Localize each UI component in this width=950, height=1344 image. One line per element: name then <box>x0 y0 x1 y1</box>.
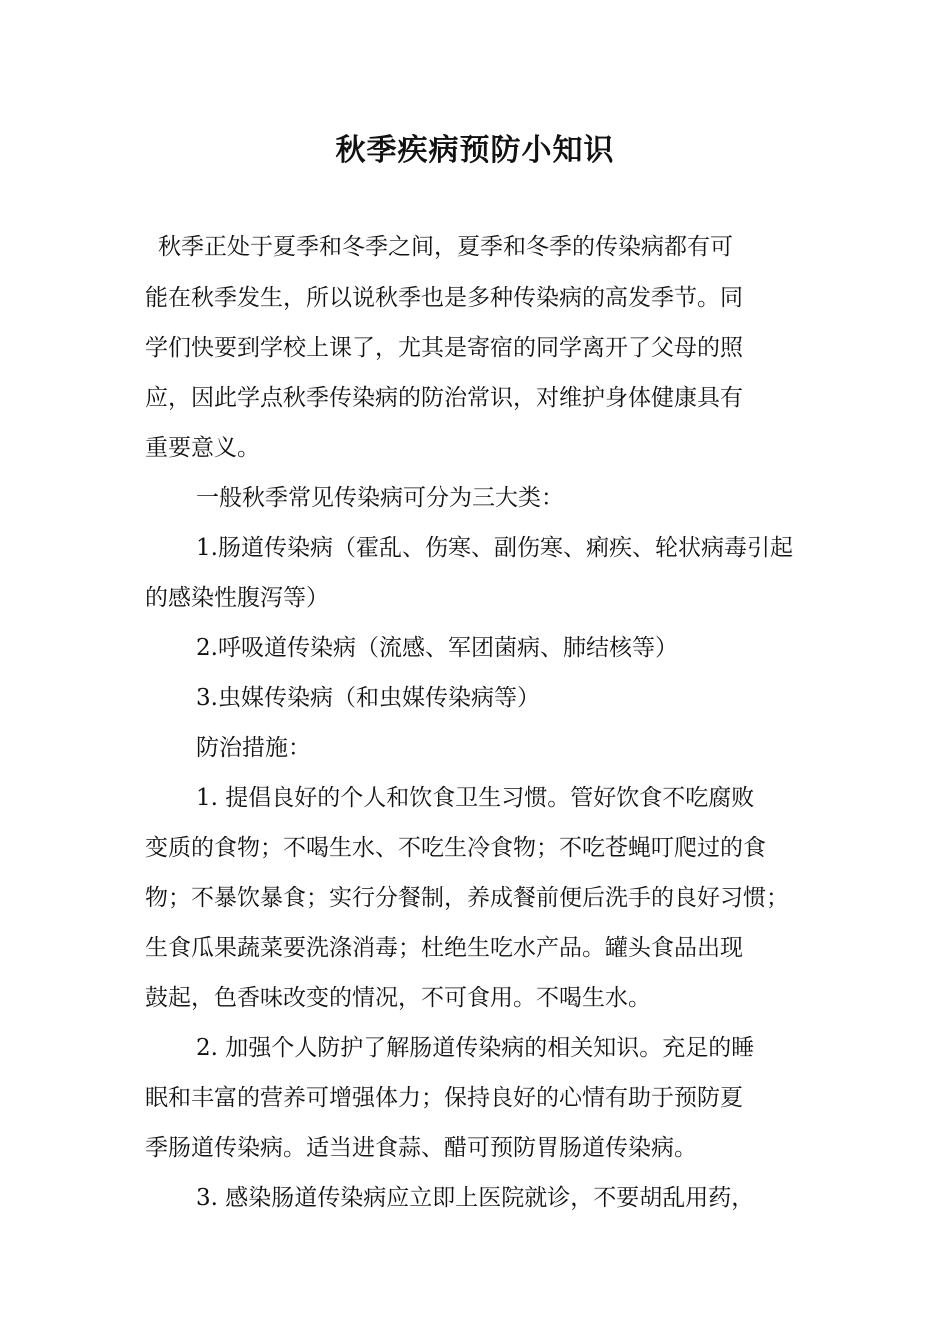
list-item-line: 的感染性腹泻等） <box>145 585 329 611</box>
section-heading: 防治措施： <box>196 735 311 761</box>
paragraph-line: 学们快要到学校上课了，尤其是寄宿的同学离开了父母的照 <box>145 335 743 361</box>
paragraph-line: 应，因此学点秋季传染病的防治常识，对维护身体健康具有 <box>145 385 743 411</box>
list-item-line: 1. 提倡良好的个人和饮食卫生习惯。管好饮食不吃腐败 <box>196 785 755 811</box>
list-item-line: 3.虫媒传染病（和虫媒传染病等） <box>196 685 540 711</box>
list-item-line: 鼓起，色香味改变的情况，不可食用。不喝生水。 <box>145 985 651 1011</box>
list-item-line: 季肠道传染病。适当进食蒜、醋可预防胃肠道传染病。 <box>145 1135 697 1161</box>
list-item-line: 眠和丰富的营养可增强体力；保持良好的心情有助于预防夏 <box>145 1085 743 1111</box>
list-item-line: 变质的食物；不喝生水、不吃生冷食物；不吃苍蝇叮爬过的食 <box>145 835 766 861</box>
list-item-line: 2.呼吸道传染病（流感、军团菌病、肺结核等） <box>196 635 678 661</box>
list-item-line: 物；不暴饮暴食；实行分餐制，养成餐前便后洗手的良好习惯； <box>145 885 789 911</box>
paragraph-line: 一般秋季常见传染病可分为三大类： <box>196 485 564 511</box>
document-title: 秋季疾病预防小知识 <box>335 133 615 168</box>
list-item-line: 生食瓜果蔬菜要洗涤消毒；杜绝生吃水产品。罐头食品出现 <box>145 935 743 961</box>
paragraph-line: 重要意义。 <box>145 435 260 461</box>
paragraph-line: 秋季正处于夏季和冬季之间，夏季和冬季的传染病都有可 <box>158 234 733 260</box>
paragraph-line: 能在秋季发生，所以说秋季也是多种传染病的高发季节。同 <box>145 285 743 311</box>
list-item-line: 1.肠道传染病（霍乱、伤寒、副伤寒、痢疾、轮状病毒引起 <box>196 535 793 561</box>
list-item-line: 2. 加强个人防护了解肠道传染病的相关知识。充足的睡 <box>196 1035 755 1061</box>
list-item-line: 3. 感染肠道传染病应立即上医院就诊，不要胡乱用药， <box>196 1185 755 1211</box>
